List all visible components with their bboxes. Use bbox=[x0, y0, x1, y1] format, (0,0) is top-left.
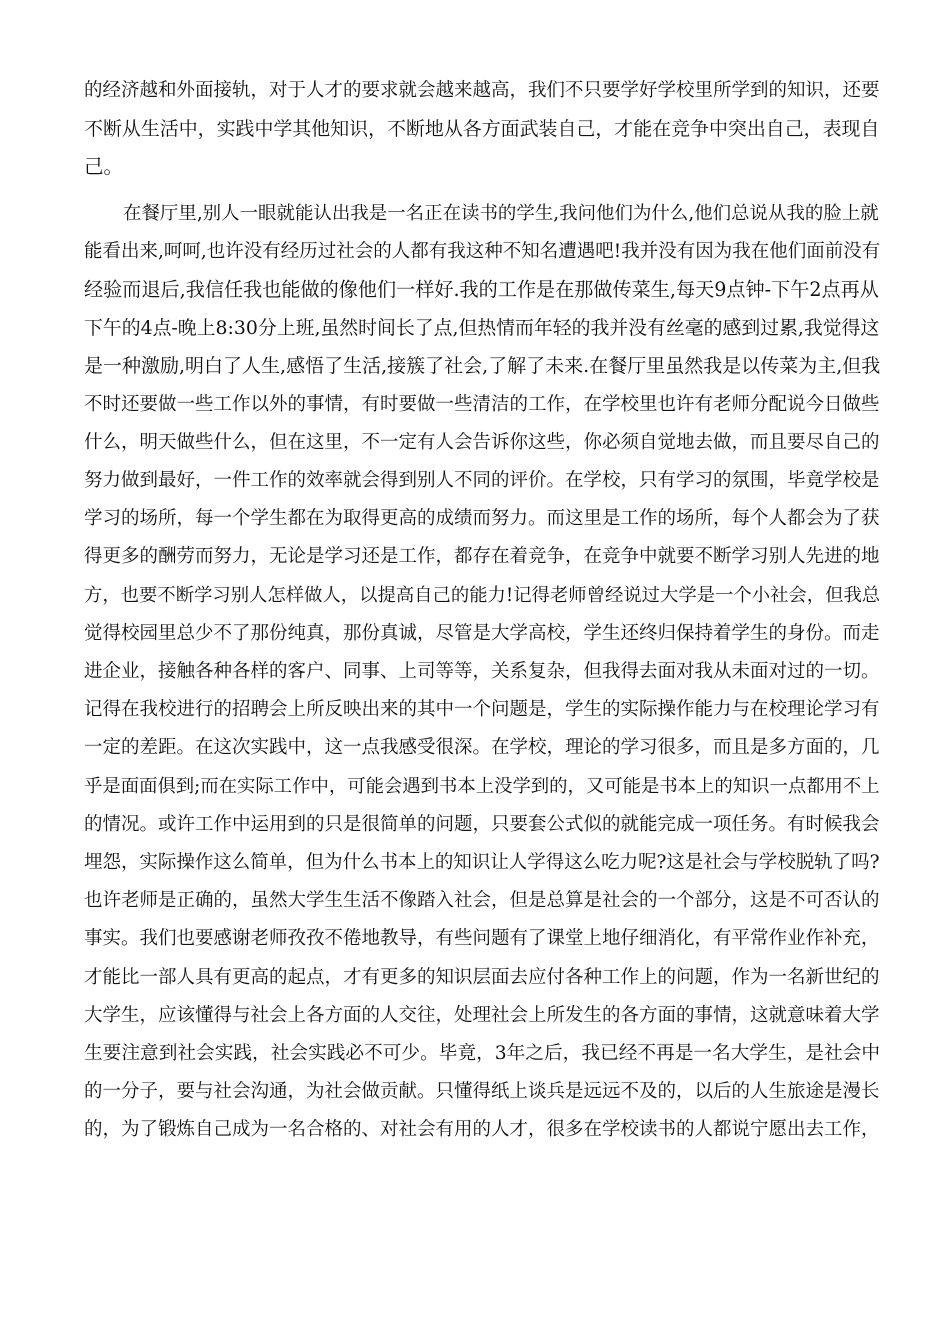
text-line: 方，也要不断学习别人怎样做人，以提高自己的能力!记得老师曾经说过大学是一个小社会，但我总 bbox=[84, 584, 881, 606]
text-line: 的经济越和外面接轨，对于人才的要求就会越来越高，我们不只要学好学校里所学到的知识，还要 bbox=[84, 80, 880, 101]
text-line: 乎是面面俱到;而在实际工作中，可能会遇到书本上没学到的，又可能是书本上的知识一点都用不上 bbox=[84, 775, 880, 797]
text-line: 进企业，接触各种各样的客户、同事、上司等等，关系复杂，但我得去面对我从未面对过的一切。 bbox=[84, 661, 880, 683]
text-line: 不时还要做一些工作以外的事情，有时要做一些清洁的工作，在学校里也许有老师分配说今日做些 bbox=[84, 393, 880, 415]
text-line: 的，为了锻炼自己成为一名合格的、对社会有用的人才，很多在学校读书的人都说宁愿出去工作， bbox=[84, 1119, 880, 1141]
text-line: 记得在我校进行的招聘会上所反映出来的其中一个问题是，学生的实际操作能力与在校理论学习有 bbox=[84, 699, 880, 721]
text-line: 在餐厅里,别人一眼就能认出我是一名正在读书的学生,我问他们为什么,他们总说从我的脸上就 bbox=[123, 202, 879, 224]
text-line: 的情况。或许工作中运用到的只是很简单的问题，只要套公式似的就能完成一项任务。有时候我会 bbox=[84, 813, 880, 835]
text-line: 的一分子，要与社会沟通，为社会做贡献。只懂得纸上谈兵是远远不及的，以后的人生旅途是漫长 bbox=[84, 1081, 880, 1103]
text-line: 学习的场所，每一个学生都在为取得更高的成绩而努力。而这里是工作的场所，每个人都会为了获 bbox=[84, 508, 880, 530]
text-line: 得更多的酬劳而努力，无论是学习还是工作，都存在着竞争，在竞争中就要不断学习别人先进的地 bbox=[84, 546, 880, 568]
text-line: 大学生，应该懂得与社会上各方面的人交往，处理社会上所发生的各方面的事情，这就意味着大学 bbox=[84, 1004, 880, 1026]
text-line: 生要注意到社会实践，社会实践必不可少。毕竟，3年之后，我已经不再是一名大学生，是社会中 bbox=[84, 1043, 881, 1065]
text-line: 努力做到最好，一件工作的效率就会得到别人不同的评价。在学校，只有学习的氛围，毕竟学校是 bbox=[84, 470, 880, 492]
text-line: 是一种激励,明白了人生,感悟了生活,接簇了社会,了解了未来.在餐厅里虽然我是以传菜为主,但我 bbox=[84, 355, 881, 378]
document-body bbox=[84, 72, 880, 1150]
paragraph bbox=[84, 72, 880, 187]
text-line: 己。 bbox=[84, 155, 124, 179]
paragraph bbox=[84, 195, 880, 1150]
text-line: 下午的4点-晚上8:30分上班,虽然时间长了点,但热情而年轻的我并没有丝毫的感到过累,我觉得这 bbox=[84, 317, 880, 340]
text-line: 埋怨，实际操作这么简单，但为什么书本上的知识让人学得这么吃力呢?这是社会与学校脱轨了吗? bbox=[84, 852, 880, 874]
text-line: 也许老师是正确的，虽然大学生生活不像踏入社会，但是总算是社会的一个部分，这是不可否认的 bbox=[84, 890, 880, 912]
text-line: 事实。我们也要感谢老师孜孜不倦地教导，有些问题有了课堂上地仔细消化，有平常作业作补充， bbox=[84, 928, 880, 950]
text-line: 不断从生活中，实践中学其他知识，不断地从各方面武装自己，才能在竞争中突出自己，表现自 bbox=[84, 118, 880, 141]
text-line: 一定的差距。在这次实践中，这一点我感受很深。在学校，理论的学习很多，而且是多方面的，几 bbox=[84, 737, 880, 759]
text-line: 觉得校园里总少不了那份纯真，那份真诚，尽管是大学高校，学生还终归保持着学生的身份。而走 bbox=[84, 622, 880, 644]
text-line: 能看出来,呵呵,也许没有经历过社会的人都有我这种不知名遭遇吧!我并没有因为我在他们面前没有 bbox=[84, 240, 881, 262]
text-line: 经验而退后,我信任我也能做的像他们一样好.我的工作是在那做传菜生,每天9点钟-下午2点再从 bbox=[84, 278, 879, 302]
text-line: 才能比一部人具有更高的起点，才有更多的知识层面去应付各种工作上的问题，作为一名新世纪的 bbox=[84, 966, 880, 988]
text-line: 什么，明天做些什么，但在这里，不一定有人会告诉你这些，你必须自觉地去做，而且要尽自己的 bbox=[84, 431, 880, 453]
